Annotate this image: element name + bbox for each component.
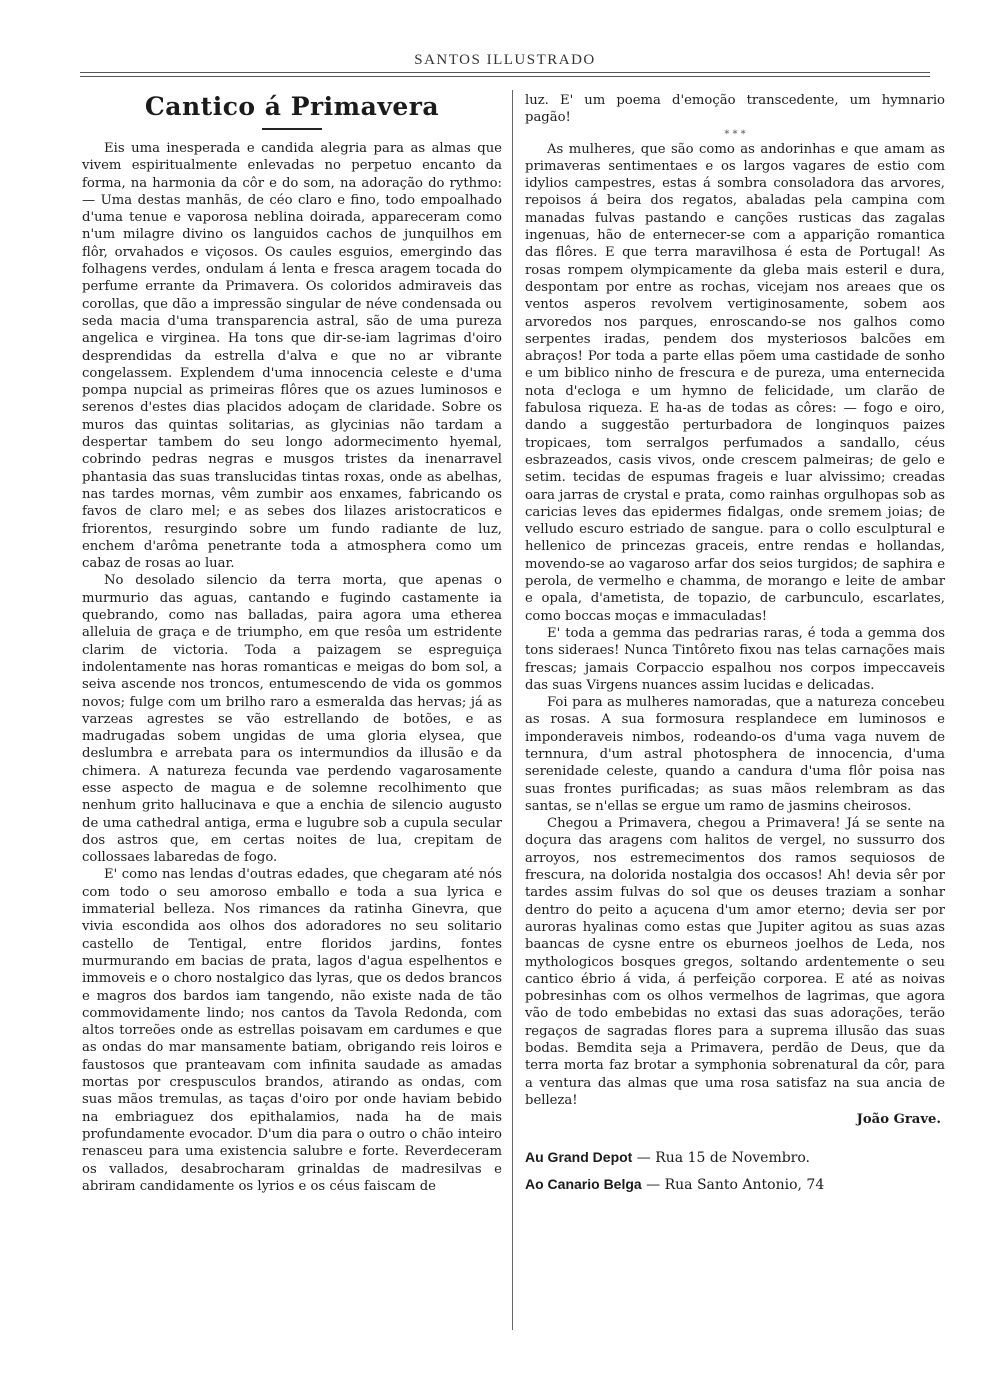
advertisement <box>525 1147 945 1195</box>
paragraph-continuation: luz. E' um poema d'emoção transcedente, um hymnario pagão! <box>525 93 945 126</box>
ad-name: Au Grand Depot <box>525 1148 633 1165</box>
left-column <box>82 92 502 1195</box>
ad-address: Rua Santo Antonio, 74 <box>664 1176 825 1193</box>
section-stars: * * * <box>724 128 746 140</box>
ad-address: Rua 15 de Novembro. <box>655 1149 811 1166</box>
header-rule-bottom <box>80 76 930 77</box>
title-underline <box>262 128 322 130</box>
author-signature: João Grave. <box>856 1112 941 1128</box>
ad-dash: — <box>646 1176 661 1193</box>
paragraph: E' como nas lendas d'outras edades, que chegaram até nós com todo o seu amoroso emballo e toda a sua lyrica e immaterial belleza. Nos rimances da ratinha Ginevra, que vivia escondida aos olhos dos adoradores no seu solitario castello de Tentigal, entre floridos jardins, fontes murmurando em bacias de prata, lagos d'agua espelhentos e immoveis e o choro nostalgico das lyras, que os dedos brancos e magros dos bardos iam tangendo, não existe nada de tão commovidamente lindo; nos cantos da Tavola Redonda, com altos torreões onde as estrellas poisavam em cardumes e que as ondas do mar mansamente batiam, obrigando reis loiros e faustosos que pranteavam com infinita saudade as amadas mortas por crespusculos brandos, atirando as ondas, com suas mãos tremulas, as taças d'oiro por onde haviam bebido na embriaguez dos epithalamios, nada ha de mais profundamente evocador. D'um dia para o outro o chão inteiro renasceu para uma existencia salubre e forte. Reverdeceram os vallados, desabrocharam grinaldas de madresilvas e abriram candidamente os lyrios e os céus faiscam de <box>82 867 502 1194</box>
paragraph: No desolado silencio da terra morta, que apenas o murmurio das aguas, cantando e fugindo castamente ia quebrando, como nas balladas, paira agora uma etherea alleluia de graça e de triumpho, em que resôa um estridente clarim de victoria. Toda a paizagem se espreguiça indolentamente nas horas romanticas e meigas do bom sol, a seiva ascende nos troncos, entumescendo de vida os gommos novos; fulge com um brilho raro a esmeralda das hervas; já as varzeas agrestes se vão estrellando de botões, e as madrugadas sobem ungidas de uma gloria elysea, que deslumbra e arrebata para os intermundios da illusão e da chimera. A natureza fecunda vae perdendo vagarosamente esse aspecto de magua e de solemne recolhimento que nenhum grito hallucinava e que a enchia de silencio augusto de uma cathedral antiga, erma e lugubre sob a cupula secular dos astros que, em certas noites de lua, crepitam de collossaes labaredas de fogo. <box>82 573 502 866</box>
paragraph: As mulheres, que são como as andorinhas e que amam as primaveras sentimentaes e os largos vagares de estio com idylios campestres, estas á sombra consoladora das arvores, repoisos á beira dos regatos, abaladas pela campina com manadas fulvas pastando e canções rusticas das zagalas ingenuas, hão de enternecer-se com a apparição romantica das flôres. E que terra maravilhosa é esta de Portugal! As rosas rompem olympicamente da gleba mais esteril e dura, despontam por entre as rochas, vicejam nos areaes que os ventos asperos revolvem vertiginosamente, sobem aos arvoredos nos parques, enroscando-se nos galhos como serpentes iradas, pendem dos mysteriosos balcões em abraços! Por toda a parte ellas põem uma castidade de sonho e um biblico ninho de frescura e de pureza, uma enternecida nota d'ecloga e um hymno de felicidade, um clarão de fabulosa riqueza. E ha-as de todas as côres: — fogo e oiro, dando a suggestão perturbadora de longinquos paizes tropicaes, tom serralgos perfumados a sandallo, céus esbrazeados, casis vivos, onde crescem palmeiras; de gelo e setim. tecidas de espumas frageis e luar alvissimo; creadas oara jarras de crystal e prata, como rainhas orgulhopas sob as caricias leves das epidermes fidalgas, onde sremem joias; de velludo escuro estriado de sangue. para o collo esculptural e hellenico de princezas graceis, entre rendas e hollandas, movendo-se ao vagaroso arfar dos seios turgidos; de saphira e perola, de vermelho e chamma, de morango e leite de ambar e opala, d'ametista, de topazio, de carbunculo, escarlates, como boccas moças e immaculadas! <box>525 141 945 624</box>
column-divider <box>512 90 513 1330</box>
ad-line <box>525 1147 945 1168</box>
ad-name: Ao Canario Belga <box>525 1175 642 1192</box>
paragraph: Eis uma inesperada e candida alegria para as almas que vivem espiritualmente enlevadas no perpetuo encanto da forma, na harmonia da côr e do som, na adoração do rythmo: — Uma destas manhãs, de céo claro e fino, todo empoalhado d'uma tenue e vaporosa neblina doirada, appareceram como n'um milagre divino os languidos cachos de junquilhos em flôr, orvahados e viçosos. Os caules esguios, emergindo das folhagens verdes, ondulam á lenta e fresca aragem tocada do perfume errante da Primavera. Os coloridos admiraveis das corollas, que dão a impressão singular de néve condensada ou seda macia d'uma transparencia astral, são de uma pureza angelica e virginea. Ha tons que dir-se-iam lagrimas d'oiro desprendidas da estrella d'alva e que no ar vibrante congelassem. Explendem d'uma innocencia celeste e d'uma pompa nupcial as primeiras flôres que os azues luminosos e serenos d'estes dias placidos adoçam de claridade. Sobre os muros das quintas solitarias, as glycinias não tardam a despertar tambem do seu longo adormecimento hyemal, cobrindo pedras negras e musgos tristes da inenarravel phantasia das suas translucidas tintas roxas, onde as abelhas, nas tardes mornas, vêm zumbir aos enxames, fabricando os favos de claro mel; e as sebes dos lilazes aristocraticos e friorentos, resurgindo sobre um fundo radiante de luz, enchem d'arôma penetrante toda a atmosphera como um cabaz de rosas ao luar. <box>82 141 502 572</box>
paragraph: E' toda a gemma das pedrarias raras, é toda a gemma dos tons sideraes! Nunca Tintôreto fixou nas telas carnações mais frescas; jamais Corpaccio espalhou nos corpos impeccaveis das suas Virgens nuances assim lucidas e delicadas. <box>525 625 945 693</box>
paragraph: Foi para as mulheres namoradas, que a natureza concebeu as rosas. A sua formosura resplandece em luminosos e imponderaveis nimbos, rodeando-os d'uma vaga nuvem de ternnura, d'um astral photosphera de innocencia, d'uma serenidade celeste, quando a candura d'uma flôr poisa nas suas frontes purificadas; as suas mãos relembram as das santas, se n'ellas se ergue um ramo de jasmins cheirosos. <box>525 695 945 814</box>
article-title: Cantico á Primavera <box>144 92 440 121</box>
ad-line <box>525 1174 945 1195</box>
paragraph: Chegou a Primavera, chegou a Primavera! Já se sente na doçura das aragens com halitos de vergel, no sussurro dos arroyos, nos estremecimentos dos ramos sequiosos de frescura, na dolorida nostalgia dos occasos! Ah! devia sêr por tardes assim fulvas do sol que os deuses traziam a sonhar dentro do peito a açucena d'um amor eterno; devia ser por auroras hyalinas como estas que Jupiter agitou as suas azas baancas de cysne entre os eburneos joelhos de Leda, nos mythologicos bosques gregos, soltando ardentemente o seu cantico ébrio á vida, á perfeição corporea. E até as noivas pobresinhas com os olhos vermelhos de lagrimas, que agora vão de todo embebidas no extasi das suas adorações, terão regaços de sagradas flores para a suprema illusão das suas bodas. Bemdita seja a Primavera, perdão de Deus, que da terra morta faz brotar a symphonia sobrenatural da côr, para a ventura das almas que uma rosa satisfaz na sua ancia de belleza! <box>525 816 945 1108</box>
right-column <box>525 92 945 1195</box>
page-header: SANTOS ILLUSTRADO <box>414 52 596 68</box>
ad-dash: — <box>636 1149 651 1166</box>
header-rule-top <box>80 72 930 73</box>
